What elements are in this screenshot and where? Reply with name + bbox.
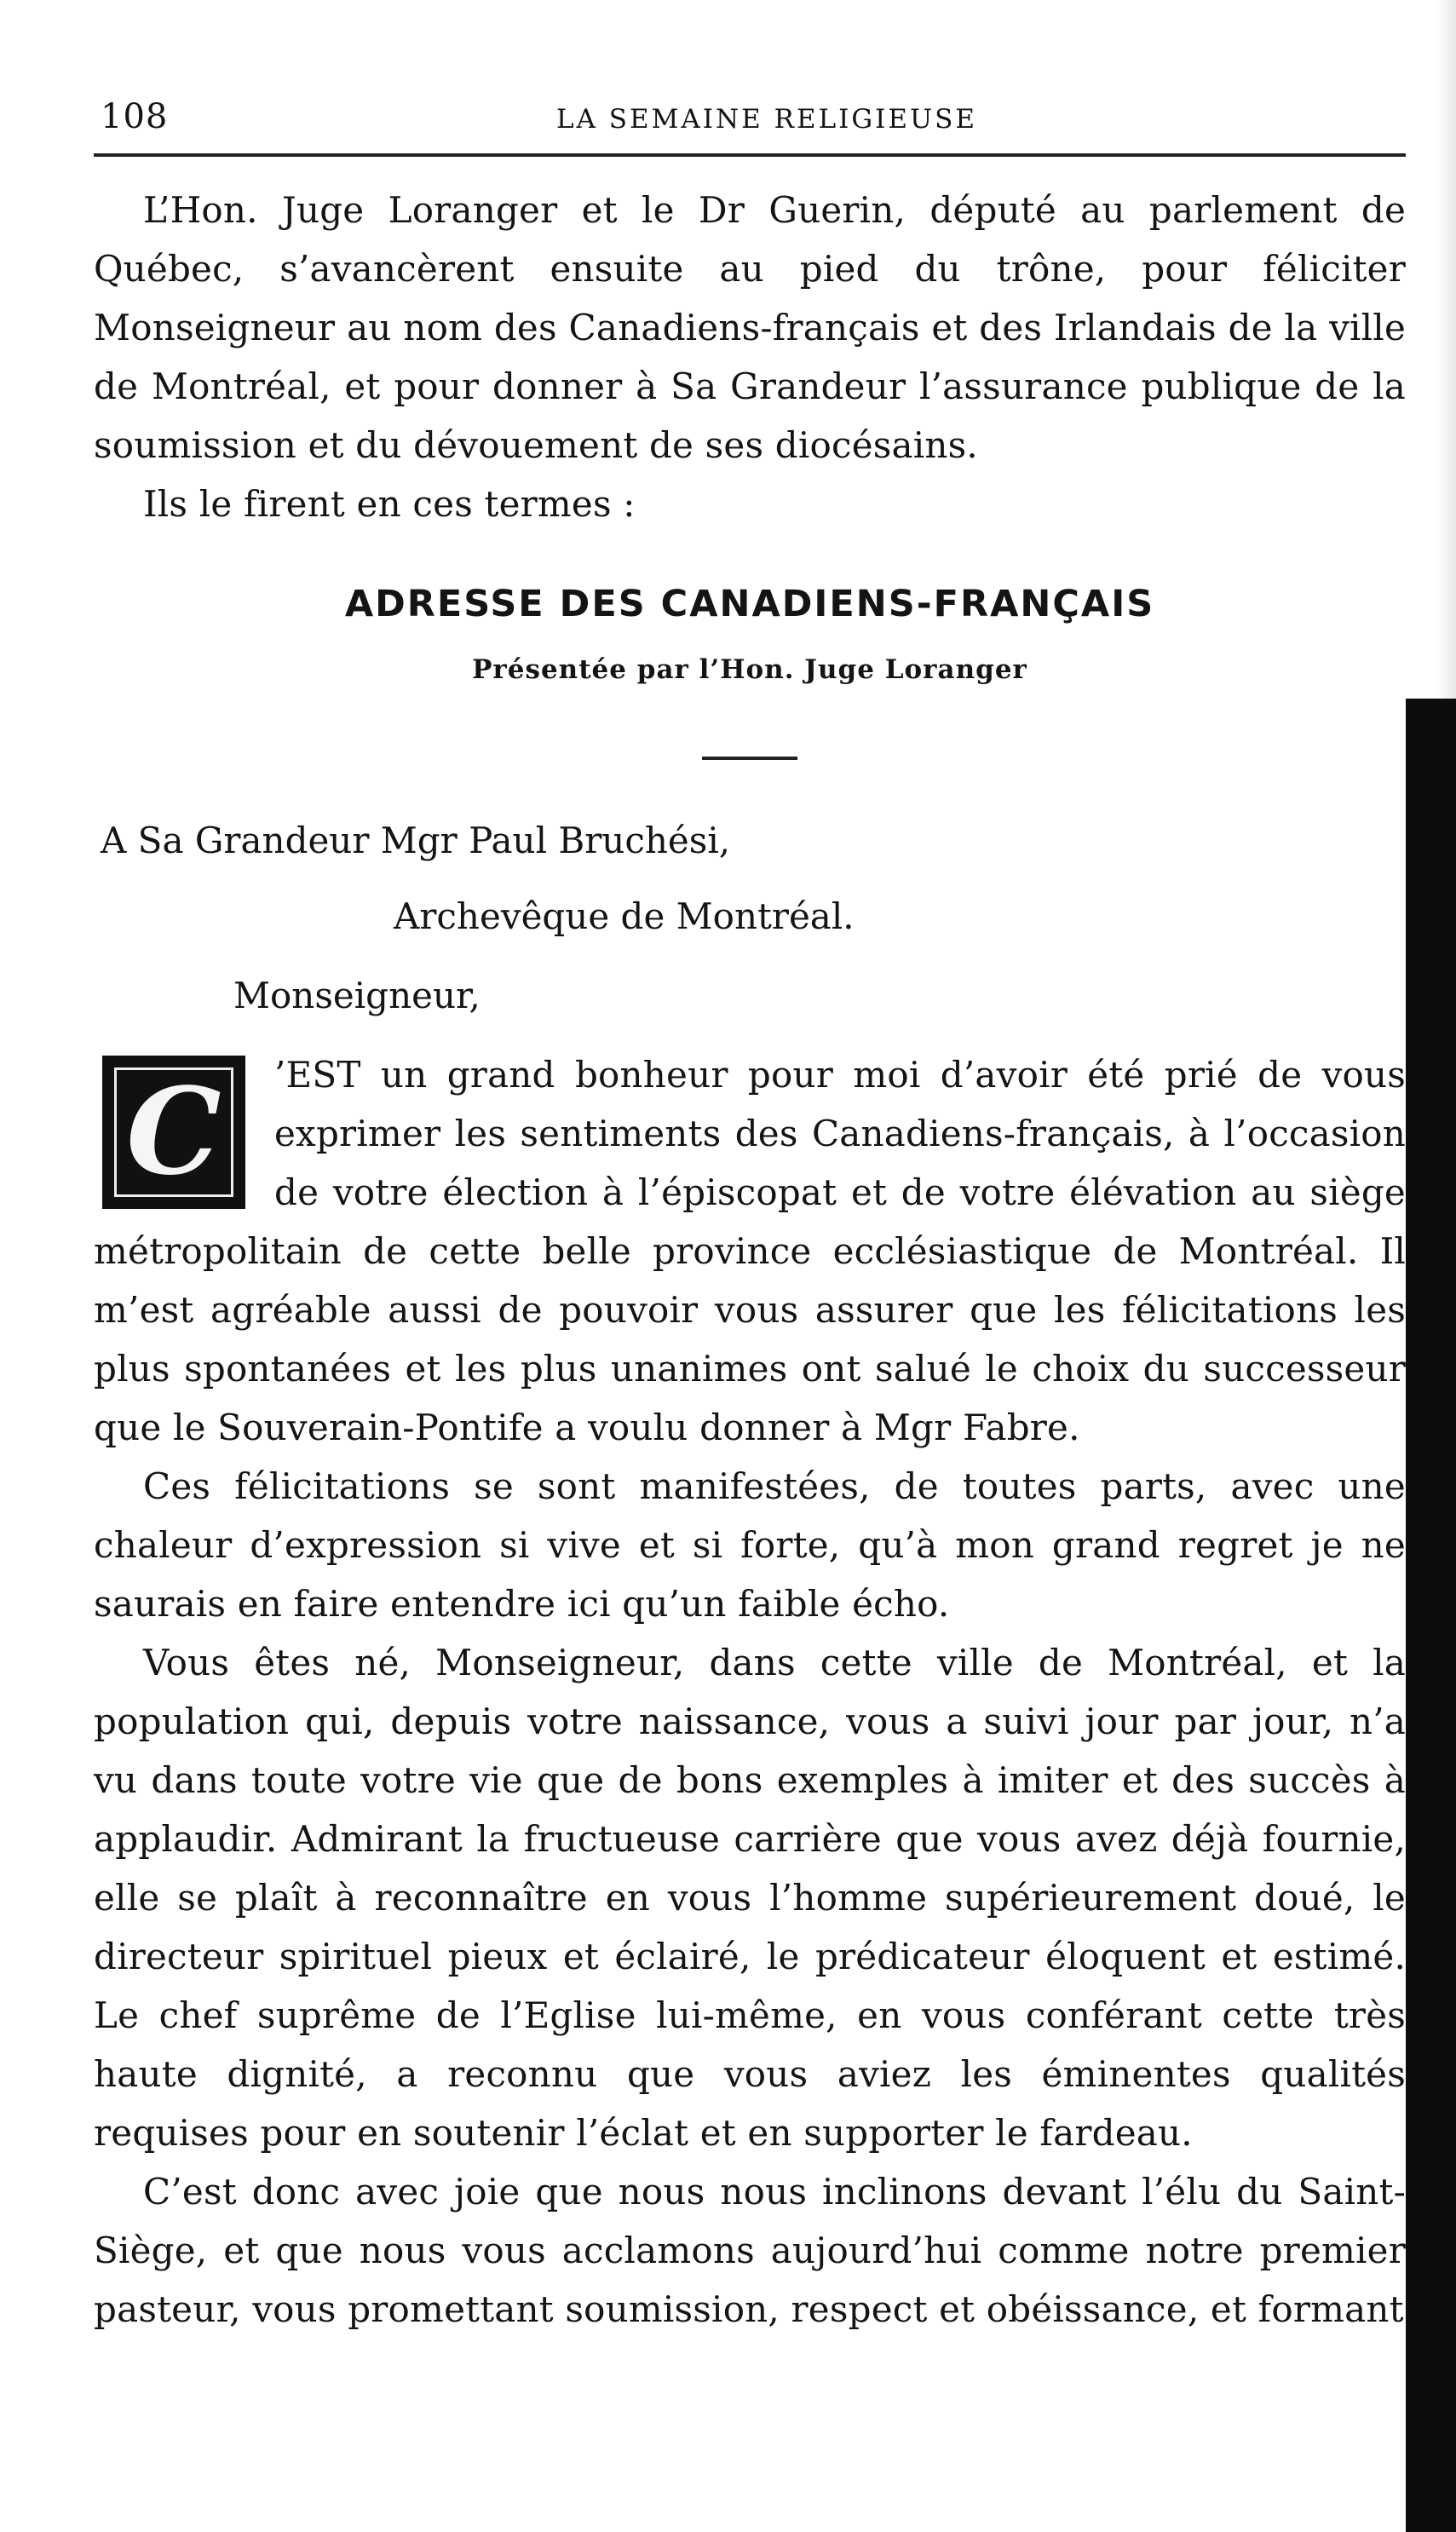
intro-paragraph-2: Ils le firent en ces termes : (143, 483, 636, 525)
letter-paragraph-4: C’est donc avec joie que nous nous inclinons devant l’élu du Saint-Siège, et que nous vous acclamons aujourd’hui comme notre premier pasteur, vous promettant soumission, respect et obéissance, et formant (94, 2171, 1406, 2330)
addressee: A Sa Grandeur Mgr Paul Bruchési, (101, 820, 731, 861)
page-header (94, 94, 1406, 157)
dropcap-letter: C (126, 1062, 222, 1202)
address-heading: ADRESSE DES CANADIENS-FRANÇAIS (344, 583, 1155, 625)
letter-paragraph-3: Vous êtes né, Monseigneur, dans cette ville de Montréal, et la population qui, depuis votre naissance, vous a suivi jour par jour, n’a vu dans toute votre vie que de bons exemples à imiter et des succès à applaudir. Admirant la fructueuse carrière que vous avez déjà fournie, elle se plaît à reconnaître en vous l’homme supérieurement doué, le directeur spirituel pieux et éclairé, le prédicateur éloquent et estimé. Le chef suprême de l’Eglise lui-même, en vous conférant cette très haute dignité, a reconnu que vous aviez les éminentes qualités requises pour en soutenir l’éclat et en supporter le fardeau. (94, 1642, 1406, 2154)
greeting: Monseigneur, (233, 975, 481, 1016)
running-title: LA SEMAINE RELIGIEUSE (555, 104, 978, 135)
letter-body (94, 1045, 1406, 2339)
ornamental-dropcap (102, 1056, 245, 1209)
letter-paragraph-1: ’EST un grand bonheur pour moi d’avoir été prié de vous exprimer les sentiments des Canadiens-français, à l’occasion de votre élection à l’épiscopat et de votre élévation au siège métropolitain de cette belle province ecclésiastique de Montréal. Il m’est agréable aussi de pouvoir vous assurer que les félicitations les plus spontanées et les plus unanimes ont salué le choix du successeur que le Souverain-Pontife a voulu donner à Mgr Fabre. (94, 1054, 1406, 1448)
letter-paragraph-2: Ces félicitations se sont manifestées, de toutes parts, avec une chaleur d’expression si vive et si forte, qu’à mon grand regret je ne saurais en faire entendre ici qu’un faible écho. (94, 1465, 1406, 1625)
page-edge-shadow (1436, 0, 1456, 699)
intro-paragraph: L’Hon. Juge Loranger et le Dr Guerin, député au parlement de Québec, s’avancèrent ensuite au pied du trône, pour féliciter Monseigneur au nom des Canadiens-français et des Irlandais de la ville de Montréal, et pour donner à Sa Grandeur l’assurance publique de la soumission et du dévouement de ses diocésains. (94, 189, 1406, 466)
section-divider (702, 757, 797, 760)
addressee-title: Archevêque de Montréal. (394, 895, 855, 937)
page-edge-dark-band (1406, 699, 1456, 2532)
page-number: 108 (101, 97, 169, 136)
address-subheading: Présentée par l’Hon. Juge Loranger (472, 654, 1027, 685)
book-page (94, 94, 1406, 2339)
